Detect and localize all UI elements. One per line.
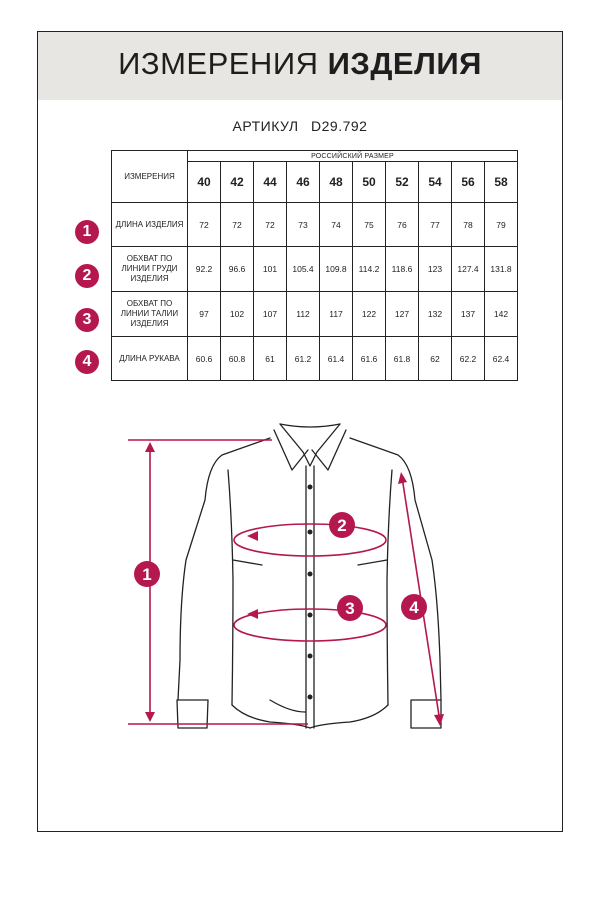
measurement-lines — [128, 440, 440, 724]
table-cell: 62.2 — [452, 337, 485, 381]
table-cell: 97 — [188, 292, 221, 337]
table-cell: 61.8 — [386, 337, 419, 381]
table-cell: 109.8 — [320, 247, 353, 292]
table-cell: 122 — [353, 292, 386, 337]
size-header: 58 — [485, 162, 518, 203]
table-cell: 131.8 — [485, 247, 518, 292]
size-header: 56 — [452, 162, 485, 203]
table-cell: 107 — [254, 292, 287, 337]
row-label: ДЛИНА РУКАВА — [112, 337, 188, 381]
size-header: 50 — [353, 162, 386, 203]
table-cell: 118.6 — [386, 247, 419, 292]
table-cell: 79 — [485, 203, 518, 247]
table-cell: 142 — [485, 292, 518, 337]
table-cell: 132 — [419, 292, 452, 337]
table-cell: 75 — [353, 203, 386, 247]
article-label: АРТИКУЛ — [232, 118, 299, 134]
title-bold: ИЗДЕЛИЯ — [327, 46, 482, 81]
diagram-markers — [134, 512, 427, 621]
size-header: 44 — [254, 162, 287, 203]
row-label: ДЛИНА ИЗДЕЛИЯ — [112, 203, 188, 247]
row-label: ОБХВАТ ПО ЛИНИИ ГРУДИ ИЗДЕЛИЯ — [112, 247, 188, 292]
table-cell: 74 — [320, 203, 353, 247]
shirt-buttons — [308, 485, 313, 700]
table-cell: 78 — [452, 203, 485, 247]
marker-4-label: 4 — [409, 598, 419, 617]
table-cell: 60.6 — [188, 337, 221, 381]
table-cell: 61.2 — [287, 337, 320, 381]
table-cell: 96.6 — [221, 247, 254, 292]
table-cell: 102 — [221, 292, 254, 337]
table-cell: 62.4 — [485, 337, 518, 381]
table-cell: 127 — [386, 292, 419, 337]
table-cell: 76 — [386, 203, 419, 247]
marker-1-label: 1 — [142, 565, 152, 584]
table-cell: 112 — [287, 292, 320, 337]
table-cell: 117 — [320, 292, 353, 337]
size-header: 54 — [419, 162, 452, 203]
table-cell: 101 — [254, 247, 287, 292]
size-system-label: РОССИЙСКИЙ РАЗМЕР — [188, 151, 518, 162]
article-code: D29.792 — [311, 118, 368, 134]
size-header: 48 — [320, 162, 353, 203]
table-cell: 114.2 — [353, 247, 386, 292]
table-cell: 61.6 — [353, 337, 386, 381]
size-header: 52 — [386, 162, 419, 203]
row-label: ОБХВАТ ПО ЛИНИИ ТАЛИИ ИЗДЕЛИЯ — [112, 292, 188, 337]
table-cell: 60.8 — [221, 337, 254, 381]
table-cell: 77 — [419, 203, 452, 247]
size-header: 46 — [287, 162, 320, 203]
row-badge: 1 — [75, 220, 99, 244]
table-cell: 62 — [419, 337, 452, 381]
row-badge: 2 — [75, 264, 99, 288]
table-cell: 72 — [254, 203, 287, 247]
marker-2-label: 2 — [337, 516, 347, 535]
table-cell: 92.2 — [188, 247, 221, 292]
table-cell: 72 — [188, 203, 221, 247]
row-badge: 3 — [75, 308, 99, 332]
size-header: 40 — [188, 162, 221, 203]
table-cell: 73 — [287, 203, 320, 247]
table-cell: 105.4 — [287, 247, 320, 292]
table-cell: 123 — [419, 247, 452, 292]
size-header: 42 — [221, 162, 254, 203]
table-cell: 72 — [221, 203, 254, 247]
table-cell: 61.4 — [320, 337, 353, 381]
table-cell: 61 — [254, 337, 287, 381]
table-cell: 137 — [452, 292, 485, 337]
table-cell: 127.4 — [452, 247, 485, 292]
row-badge: 4 — [75, 350, 99, 374]
corner-label: ИЗМЕРЕНИЯ — [112, 151, 188, 203]
measurement-arrowheads — [145, 442, 444, 726]
marker-3-label: 3 — [345, 599, 355, 618]
title-light: ИЗМЕРЕНИЯ — [118, 46, 319, 81]
